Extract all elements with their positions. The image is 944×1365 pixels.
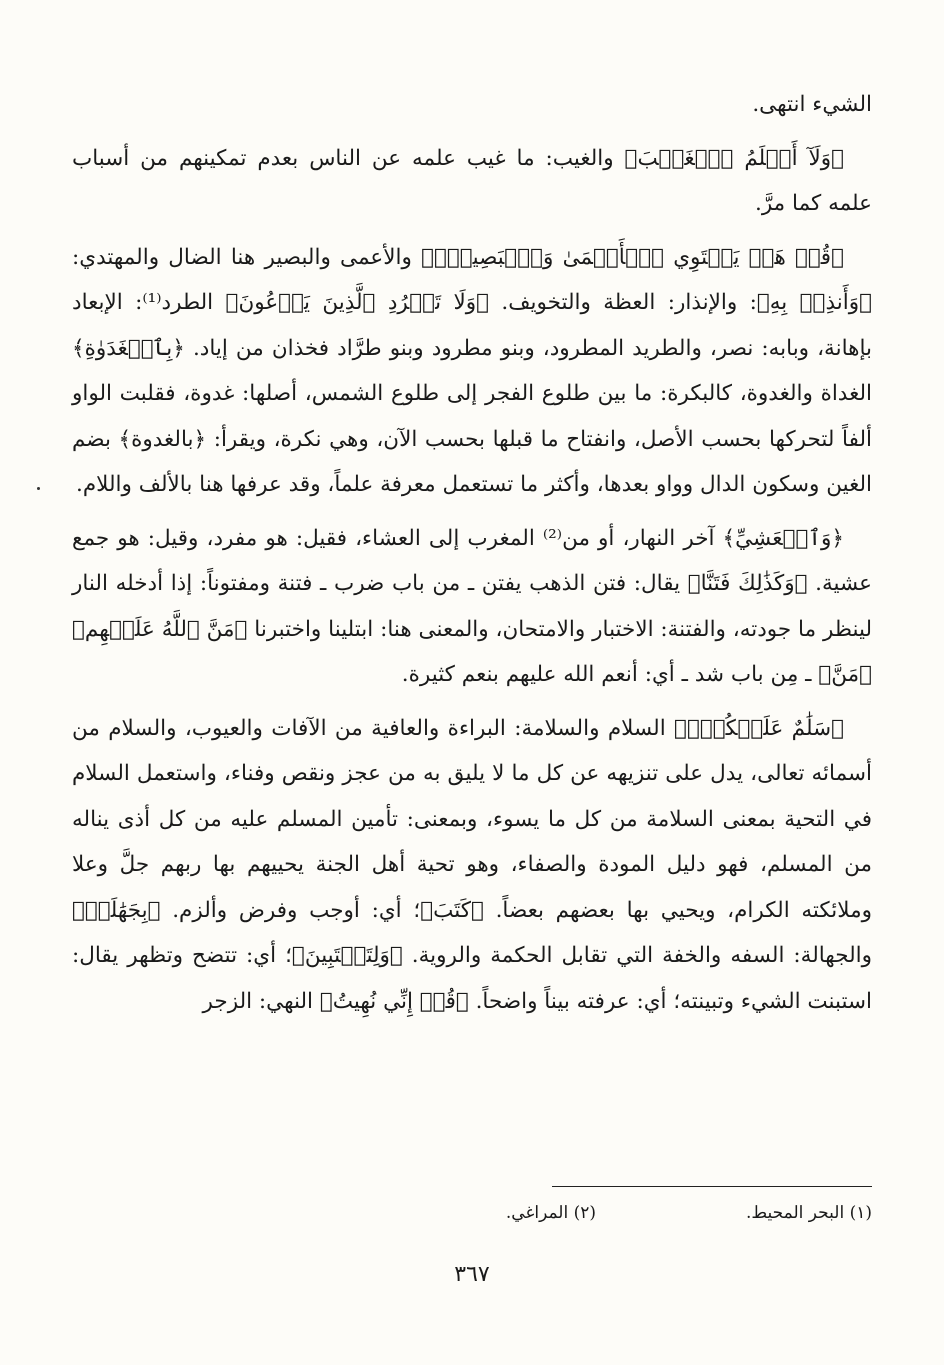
paragraph-4: ﴿وَٱلۡعَشِيِّ﴾ آخر النهار، أو من⁽²⁾ المغرب إلى العشاء، فقيل: هو مفرد، وقيل: هو جمع عشية. ﴿وَكَذَٰلِكَ فَتَنَّا﴾ يقال: فتن الذهب يفتن ـ من باب ضرب ـ فتنة ومفتوناً: إذا أدخله النار لينظر ما جودته، والفتنة: الاختبار والامتحان، والمعنى هنا: ابتلينا واختبرنا ﴿مَنَّ ٱللَّهُ عَلَيۡهِم﴾ ﴿مَنَّ﴾ ـ مِن باب شد ـ أي: أنعم الله عليهم بنعم كثيرة. bbox=[72, 525, 872, 687]
footnotes bbox=[72, 1203, 872, 1223]
paragraph-1: الشيء انتهى. bbox=[752, 92, 872, 117]
footnote-1: (١) البحر المحيط. bbox=[746, 1203, 872, 1223]
footnote-2: (٢) المراغي. bbox=[505, 1203, 597, 1223]
page-number: ٣٦٧ bbox=[454, 1262, 490, 1287]
paragraph-2: ﴿وَلَآ أَعۡلَمُ ٱلۡغَيۡبَ﴾ والغيب: ما غيب علمه عن الناس بعدم تمكينهم من أسباب علمه كما مرَّ. bbox=[72, 145, 872, 216]
page-body bbox=[72, 82, 872, 1024]
paragraph-5: ﴿سَلَٰمٌ عَلَيۡكُمۡۖ﴾ السلام والسلامة: البراءة والعافية من الآفات والعيوب، والسلام من أسمائه تعالى، يدل على تنزيهه عن كل ما لا يليق به من عجز ونقص وفناء، واستعمل السلام في التحية بمعنى السلامة من كل ما يسوء، وبمعنى: تأمين المسلم عليه من كل أذى يناله من المسلم، فهو دليل المودة والصفاء، وهو تحية أهل الجنة يحييهم بها ربهم جلَّ وعلا وملائكته الكرام، ويحيي بها بعضهم بعضاً. ﴿كَتَبَ﴾؛ أي: أوجب وفرض وألزم. ﴿بِجَهَٰلَةٖ﴾ والجهالة: السفه والخفة التي تقابل الحكمة والروية. ﴿وَلِتَسۡتَبِينَ﴾؛ أي: تتضح وتظهر يقال: استبنت الشيء وتبينته؛ أي: عرفته بيناً واضحاً. ﴿قُلۡ إِنِّي نُهِيتُ﴾ النهي: الزجر bbox=[72, 715, 872, 1014]
footnote-divider bbox=[552, 1186, 872, 1187]
scan-speck bbox=[37, 487, 40, 490]
paragraph-3: ﴿قُلۡ هَلۡ يَسۡتَوِي ٱلۡأَعۡمَىٰ وَٱلۡبَصِيرُۚ﴾ والأعمى والبصير هنا الضال والمهتدي: ﴿وَأَنذِرۡ بِهِ﴾: والإنذار: العظة والتخويف. ﴿وَلَا تَطۡرُدِ ٱلَّذِينَ يَدۡعُونَ﴾ الطرد⁽¹⁾: الإبعاد بإهانة، وبابه: نصر، والطريد المطرود، وبنو مطرود وبنو طرَّاد فخذان من إياد. ﴿بِٱلۡغَدَوٰةِ﴾ الغداة والغدوة، كالبكرة: ما بين طلوع الفجر إلى طلوع الشمس، أصلها: غدوة، فقلبت الواو ألفاً لتحركها بحسب الأصل، وانفتاح ما قبلها بحسب الآن، وهي نكرة، ويقرأ: ﴿بالغدوة﴾ بضم الغين وسكون الدال وواو بعدها، وأكثر ما تستعمل معرفة علماً، وقد عرفها هنا بالألف واللام. bbox=[72, 244, 872, 497]
